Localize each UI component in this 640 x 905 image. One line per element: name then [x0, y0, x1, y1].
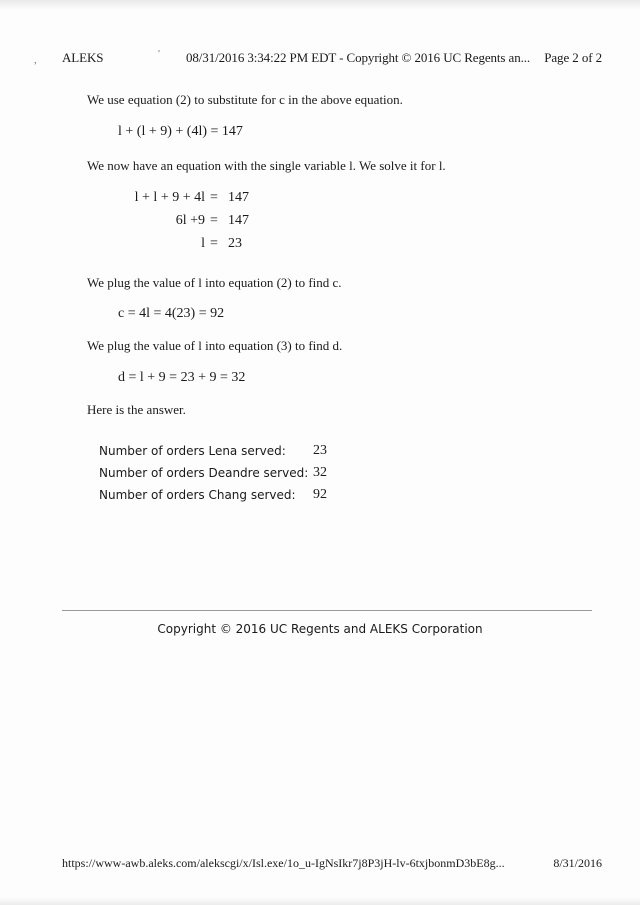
print-date: 8/31/2016 [553, 856, 602, 870]
paragraph-substitute: We use equation (2) to substitute for c in the above equation. [87, 92, 403, 107]
answer-label: Number of orders Deandre served: [99, 466, 309, 480]
equals-sign: = [210, 190, 218, 205]
solve-step-lhs: l + l + 9 + 4l [134, 190, 205, 205]
timestamp-copyright: 08/31/2016 3:34:22 PM EDT - Copyright © 2016 UC Regents an... [186, 50, 531, 65]
equals-sign: = [210, 236, 218, 251]
scan-top-edge [0, 0, 640, 10]
equation-d: d = l + 9 = 23 + 9 = 32 [118, 370, 246, 385]
solve-step-rhs: 23 [228, 236, 242, 251]
paragraph-find-c: We plug the value of l into equation (2) to find c. [87, 275, 342, 290]
copyright-notice: Copyright © 2016 UC Regents and ALEKS Corporation [157, 622, 483, 636]
app-name: ALEKS [62, 50, 104, 65]
page-url: https://www-awb.aleks.com/alekscgi/x/Isl.exe/1o_u-IgNsIkr7j8P3jH-lv-6txjbonmD3bE8g... [62, 856, 505, 870]
solve-step-rhs: 147 [228, 190, 249, 205]
answer-value: 23 [313, 443, 327, 458]
answer-value: 92 [313, 487, 327, 502]
scan-speck: , [34, 54, 37, 66]
solve-step-lhs: 6l +9 [175, 213, 205, 228]
paragraph-find-d: We plug the value of l into equation (3) to find d. [87, 338, 343, 353]
scan-bottom-edge [0, 897, 640, 905]
solve-step-lhs: l [201, 236, 205, 251]
paragraph-single-variable: We now have an equation with the single variable l. We solve it for l. [87, 158, 446, 173]
solve-step-rhs: 147 [228, 213, 249, 228]
equation-substitution: l + (l + 9) + (4l) = 147 [118, 124, 243, 139]
scan-speck: ' [158, 48, 160, 60]
equation-c: c = 4l = 4(23) = 92 [118, 306, 225, 321]
paragraph-answer-intro: Here is the answer. [87, 402, 186, 417]
answer-label: Number of orders Lena served: [99, 444, 286, 458]
answer-value: 32 [313, 465, 327, 480]
equals-sign: = [210, 213, 218, 228]
divider-line [62, 610, 592, 611]
page-number: Page 2 of 2 [544, 50, 602, 65]
answer-label: Number of orders Chang served: [99, 488, 296, 502]
